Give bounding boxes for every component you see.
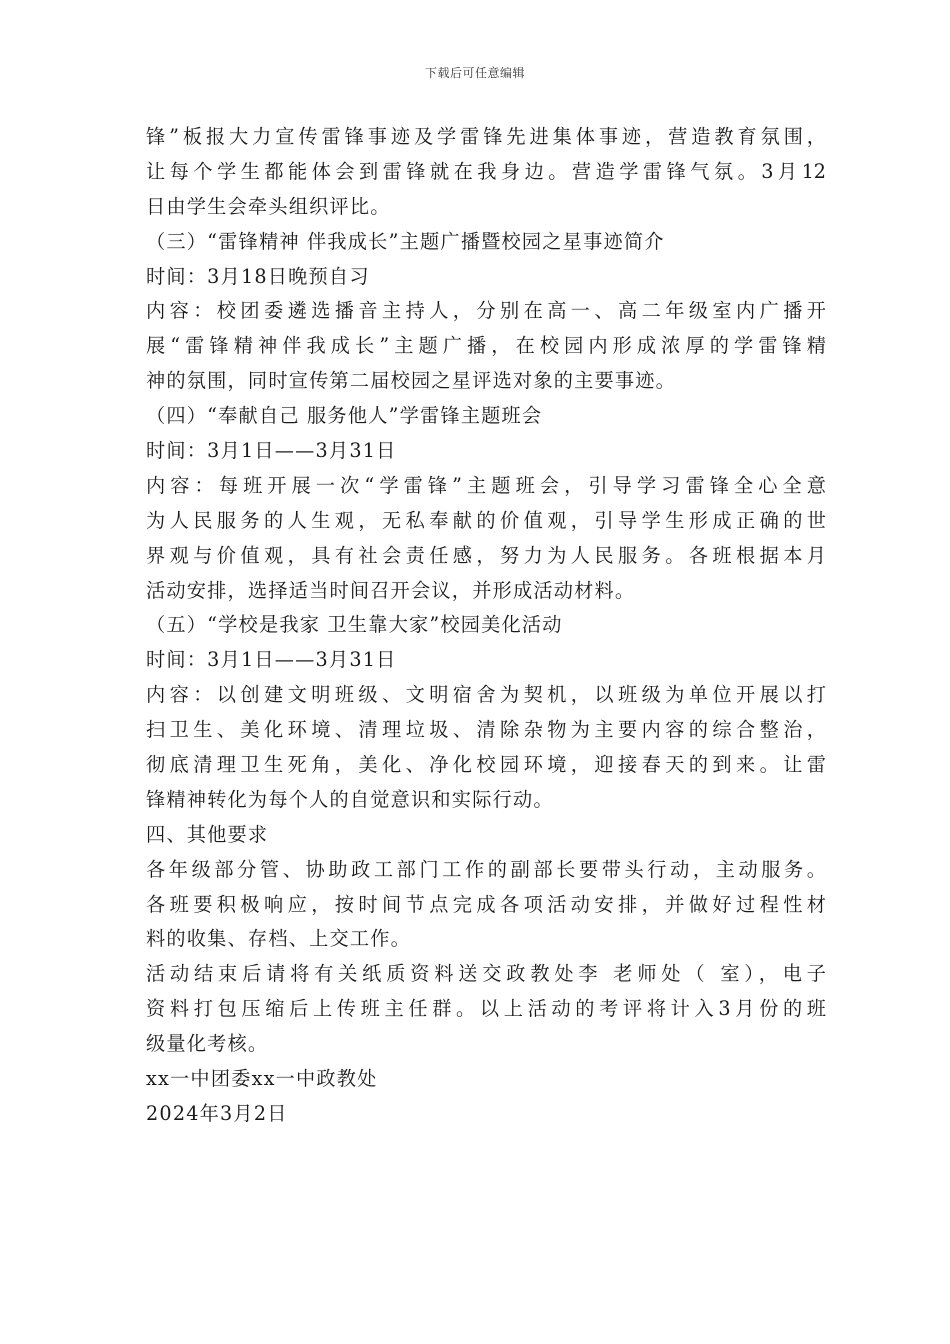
- text-line: 锋精神转化为每个人的自觉意识和实际行动。: [146, 787, 554, 811]
- text-line: 内容：以创建文明班级、文明宿舍为契机，以班级为单位开展以打: [146, 683, 826, 707]
- text-line: 神的氛围，同时宣传第二届校园之星评选对象的主要事迹。: [146, 369, 677, 393]
- text-line: 活动安排，选择适当时间召开会议，并形成活动材料。: [146, 578, 636, 602]
- text-line: 内容：校团委遴选播音主持人，分别在高一、高二年级室内广播开: [146, 299, 826, 323]
- text-line: 2024年3月2日: [146, 1101, 288, 1125]
- text-line: 活动结束后请将有关纸质资料送交政教处李 老师处（ 室），电子: [146, 962, 826, 986]
- text-line: 彻底清理卫生死角，美化、净化校园环境，迎接春天的到来。让雷: [146, 753, 826, 777]
- text-line: 料的收集、存档、上交工作。: [146, 927, 412, 951]
- text-line: 扫卫生、美化环境、清理垃圾、清除杂物为主要内容的综合整治，: [146, 718, 826, 742]
- text-line: xx一中团委xx一中政教处: [146, 1067, 378, 1091]
- text-line: 时间：3月1日——3月31日: [146, 648, 397, 672]
- text-line: 日由学生会牵头组织评比。: [146, 194, 391, 218]
- text-line: 让每个学生都能体会到雷锋就在我身边。营造学雷锋气氛。3月12: [146, 159, 826, 183]
- document-body: [146, 120, 826, 1132]
- text-line: 级量化考核。: [146, 1032, 269, 1056]
- text-line: 资料打包压缩后上传班主任群。以上活动的考评将计入3月份的班: [146, 997, 826, 1021]
- text-line: 四、其他要求: [146, 822, 269, 846]
- text-line: 锋”板报大力宣传雷锋事迹及学雷锋先进集体事迹，营造教育氛围，: [146, 125, 826, 148]
- text-line: 展“雷锋精神伴我成长”主题广播，在校园内形成浓厚的学雷锋精: [146, 334, 826, 358]
- text-line: （三）“雷锋精神 伴我成长”主题广播暨校园之星事迹简介: [146, 229, 665, 253]
- text-line: 各班要积极响应，按时间节点完成各项活动安排，并做好过程性材: [146, 892, 826, 916]
- text-line: （四）“奉献自己 服务他人”学雷锋主题班会: [146, 404, 543, 428]
- text-line: （五）“学校是我家 卫生靠大家”校园美化活动: [146, 613, 563, 637]
- text-line: 时间：3月18日晚预自习: [146, 264, 370, 288]
- text-line: 为人民服务的人生观，无私奉献的价值观，引导学生形成正确的世: [146, 508, 826, 532]
- page-header: 下载后可任意编辑: [424, 66, 525, 80]
- text-line: 各年级部分管、协助政工部门工作的副部长要带头行动，主动服务。: [146, 857, 826, 881]
- text-line: 内容：每班开展一次“学雷锋”主题班会，引导学习雷锋全心全意: [146, 473, 826, 497]
- text-line: 时间：3月1日——3月31日: [146, 439, 397, 463]
- text-line: 界观与价值观，具有社会责任感，努力为人民服务。各班根据本月: [146, 543, 826, 567]
